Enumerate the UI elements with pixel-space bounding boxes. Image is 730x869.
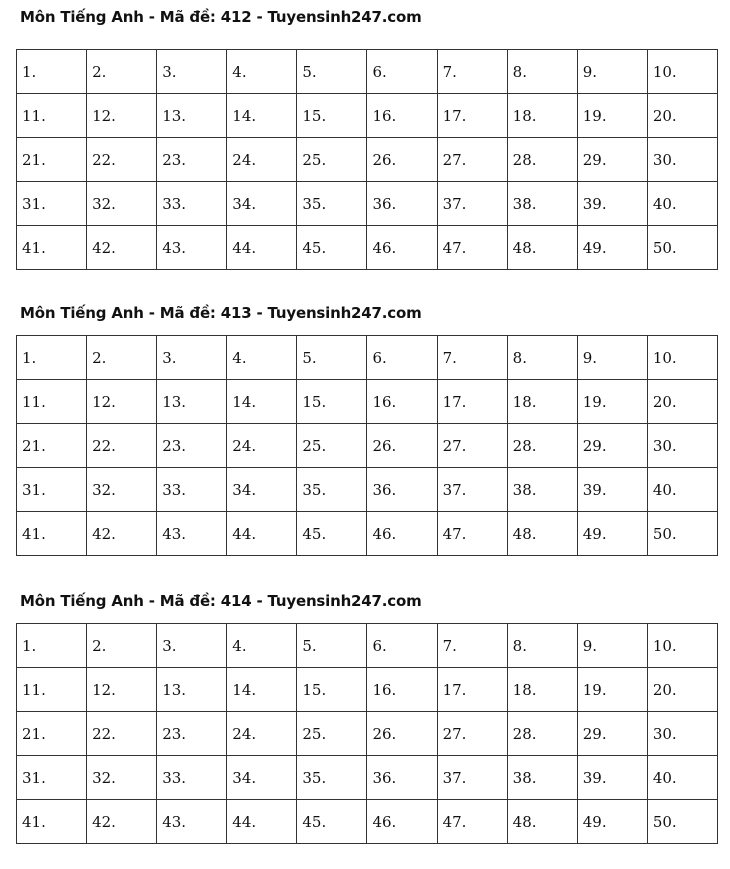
answer-cell: 32. <box>87 468 157 512</box>
answer-cell: 49. <box>577 226 647 270</box>
answer-cell: 21. <box>17 712 87 756</box>
answer-cell: 33. <box>157 182 227 226</box>
answer-cell: 9. <box>577 624 647 668</box>
answer-cell: 16. <box>367 668 437 712</box>
answer-cell: 47. <box>437 800 507 844</box>
answer-cell: 26. <box>367 712 437 756</box>
answer-cell: 1. <box>17 624 87 668</box>
answer-cell: 34. <box>227 468 297 512</box>
answer-cell: 34. <box>227 182 297 226</box>
answer-cell: 48. <box>507 226 577 270</box>
table-row <box>17 50 718 94</box>
answer-cell: 20. <box>647 380 717 424</box>
answer-cell: 38. <box>507 182 577 226</box>
section-title: Môn Tiếng Anh - Mã đề: 413 - Tuyensinh247.com <box>20 304 422 322</box>
answer-cell: 9. <box>577 50 647 94</box>
answer-cell: 21. <box>17 424 87 468</box>
section-title: Môn Tiếng Anh - Mã đề: 414 - Tuyensinh247.com <box>20 592 422 610</box>
answer-cell: 49. <box>577 800 647 844</box>
answer-cell: 43. <box>157 512 227 556</box>
answer-cell: 47. <box>437 512 507 556</box>
table-row <box>17 668 718 712</box>
answer-cell: 1. <box>17 336 87 380</box>
answer-cell: 14. <box>227 94 297 138</box>
answer-cell: 32. <box>87 756 157 800</box>
answer-cell: 15. <box>297 94 367 138</box>
answer-cell: 25. <box>297 712 367 756</box>
answer-cell: 20. <box>647 94 717 138</box>
answer-cell: 25. <box>297 424 367 468</box>
answer-cell: 35. <box>297 468 367 512</box>
answer-cell: 12. <box>87 380 157 424</box>
answer-cell: 48. <box>507 800 577 844</box>
answer-cell: 30. <box>647 138 717 182</box>
answer-cell: 23. <box>157 424 227 468</box>
answer-cell: 20. <box>647 668 717 712</box>
answer-cell: 48. <box>507 512 577 556</box>
answer-cell: 26. <box>367 424 437 468</box>
table-row <box>17 424 718 468</box>
answer-cell: 32. <box>87 182 157 226</box>
answer-cell: 6. <box>367 336 437 380</box>
answer-cell: 41. <box>17 512 87 556</box>
answer-cell: 21. <box>17 138 87 182</box>
answer-cell: 39. <box>577 182 647 226</box>
answer-cell: 40. <box>647 756 717 800</box>
answer-cell: 50. <box>647 226 717 270</box>
answer-cell: 46. <box>367 512 437 556</box>
table-row <box>17 182 718 226</box>
answer-cell: 27. <box>437 424 507 468</box>
answer-cell: 7. <box>437 624 507 668</box>
table-row <box>17 336 718 380</box>
answer-cell: 43. <box>157 800 227 844</box>
table-row <box>17 712 718 756</box>
answer-cell: 17. <box>437 94 507 138</box>
table-row <box>17 512 718 556</box>
answer-cell: 50. <box>647 512 717 556</box>
answer-cell: 27. <box>437 138 507 182</box>
answer-cell: 14. <box>227 668 297 712</box>
answer-cell: 39. <box>577 468 647 512</box>
answer-cell: 40. <box>647 182 717 226</box>
answer-cell: 8. <box>507 50 577 94</box>
answer-cell: 38. <box>507 468 577 512</box>
table-row <box>17 468 718 512</box>
answer-cell: 46. <box>367 226 437 270</box>
answer-cell: 4. <box>227 336 297 380</box>
answer-cell: 41. <box>17 800 87 844</box>
answer-cell: 45. <box>297 226 367 270</box>
answer-cell: 6. <box>367 624 437 668</box>
answer-cell: 2. <box>87 624 157 668</box>
answer-cell: 19. <box>577 94 647 138</box>
answer-cell: 1. <box>17 50 87 94</box>
answer-cell: 36. <box>367 756 437 800</box>
answer-cell: 18. <box>507 380 577 424</box>
answer-cell: 17. <box>437 668 507 712</box>
answer-cell: 8. <box>507 336 577 380</box>
answer-cell: 36. <box>367 468 437 512</box>
answer-cell: 31. <box>17 756 87 800</box>
answer-cell: 23. <box>157 138 227 182</box>
table-row <box>17 380 718 424</box>
answer-cell: 50. <box>647 800 717 844</box>
answer-cell: 22. <box>87 712 157 756</box>
answer-cell: 29. <box>577 424 647 468</box>
answer-cell: 25. <box>297 138 367 182</box>
answer-cell: 15. <box>297 380 367 424</box>
table-row <box>17 800 718 844</box>
answer-cell: 29. <box>577 712 647 756</box>
answer-cell: 44. <box>227 226 297 270</box>
answer-cell: 34. <box>227 756 297 800</box>
answer-cell: 28. <box>507 712 577 756</box>
answer-cell: 28. <box>507 138 577 182</box>
answer-cell: 19. <box>577 668 647 712</box>
answer-cell: 5. <box>297 336 367 380</box>
answer-cell: 6. <box>367 50 437 94</box>
answer-cell: 29. <box>577 138 647 182</box>
answer-cell: 4. <box>227 624 297 668</box>
answer-cell: 49. <box>577 512 647 556</box>
answer-cell: 42. <box>87 226 157 270</box>
answer-cell: 7. <box>437 50 507 94</box>
answer-cell: 33. <box>157 468 227 512</box>
answer-cell: 12. <box>87 668 157 712</box>
answer-cell: 4. <box>227 50 297 94</box>
answer-cell: 10. <box>647 624 717 668</box>
answer-cell: 13. <box>157 94 227 138</box>
answer-cell: 22. <box>87 138 157 182</box>
answer-cell: 37. <box>437 756 507 800</box>
answer-cell: 38. <box>507 756 577 800</box>
table-row <box>17 94 718 138</box>
answer-cell: 9. <box>577 336 647 380</box>
table-row <box>17 226 718 270</box>
answer-cell: 11. <box>17 668 87 712</box>
answer-cell: 42. <box>87 512 157 556</box>
answer-cell: 39. <box>577 756 647 800</box>
answer-cell: 45. <box>297 512 367 556</box>
answer-cell: 37. <box>437 182 507 226</box>
answer-cell: 31. <box>17 468 87 512</box>
answer-cell: 10. <box>647 50 717 94</box>
answer-cell: 37. <box>437 468 507 512</box>
answer-cell: 22. <box>87 424 157 468</box>
answer-cell: 36. <box>367 182 437 226</box>
answer-cell: 11. <box>17 94 87 138</box>
answer-cell: 3. <box>157 50 227 94</box>
answer-cell: 7. <box>437 336 507 380</box>
answer-cell: 40. <box>647 468 717 512</box>
answer-cell: 27. <box>437 712 507 756</box>
answer-cell: 24. <box>227 138 297 182</box>
table-row <box>17 756 718 800</box>
answer-cell: 45. <box>297 800 367 844</box>
answer-table <box>16 335 718 556</box>
answer-cell: 8. <box>507 624 577 668</box>
answer-cell: 18. <box>507 668 577 712</box>
answer-cell: 42. <box>87 800 157 844</box>
answer-cell: 12. <box>87 94 157 138</box>
answer-cell: 47. <box>437 226 507 270</box>
answer-cell: 19. <box>577 380 647 424</box>
answer-cell: 15. <box>297 668 367 712</box>
table-row <box>17 624 718 668</box>
answer-cell: 31. <box>17 182 87 226</box>
answer-cell: 2. <box>87 336 157 380</box>
answer-cell: 46. <box>367 800 437 844</box>
answer-cell: 3. <box>157 336 227 380</box>
answer-cell: 28. <box>507 424 577 468</box>
answer-cell: 24. <box>227 424 297 468</box>
answer-cell: 5. <box>297 624 367 668</box>
answer-cell: 17. <box>437 380 507 424</box>
answer-cell: 43. <box>157 226 227 270</box>
answer-cell: 35. <box>297 182 367 226</box>
answer-cell: 35. <box>297 756 367 800</box>
answer-cell: 44. <box>227 800 297 844</box>
answer-cell: 30. <box>647 712 717 756</box>
answer-cell: 5. <box>297 50 367 94</box>
table-row <box>17 138 718 182</box>
answer-cell: 33. <box>157 756 227 800</box>
answer-cell: 3. <box>157 624 227 668</box>
answer-cell: 10. <box>647 336 717 380</box>
answer-cell: 16. <box>367 94 437 138</box>
answer-cell: 11. <box>17 380 87 424</box>
answer-cell: 24. <box>227 712 297 756</box>
answer-cell: 18. <box>507 94 577 138</box>
section-title: Môn Tiếng Anh - Mã đề: 412 - Tuyensinh247.com <box>20 8 422 26</box>
answer-table <box>16 623 718 844</box>
answer-table <box>16 49 718 270</box>
answer-cell: 23. <box>157 712 227 756</box>
answer-cell: 13. <box>157 668 227 712</box>
answer-cell: 30. <box>647 424 717 468</box>
answer-cell: 16. <box>367 380 437 424</box>
answer-cell: 41. <box>17 226 87 270</box>
answer-cell: 26. <box>367 138 437 182</box>
answer-cell: 14. <box>227 380 297 424</box>
answer-cell: 2. <box>87 50 157 94</box>
answer-cell: 44. <box>227 512 297 556</box>
answer-cell: 13. <box>157 380 227 424</box>
